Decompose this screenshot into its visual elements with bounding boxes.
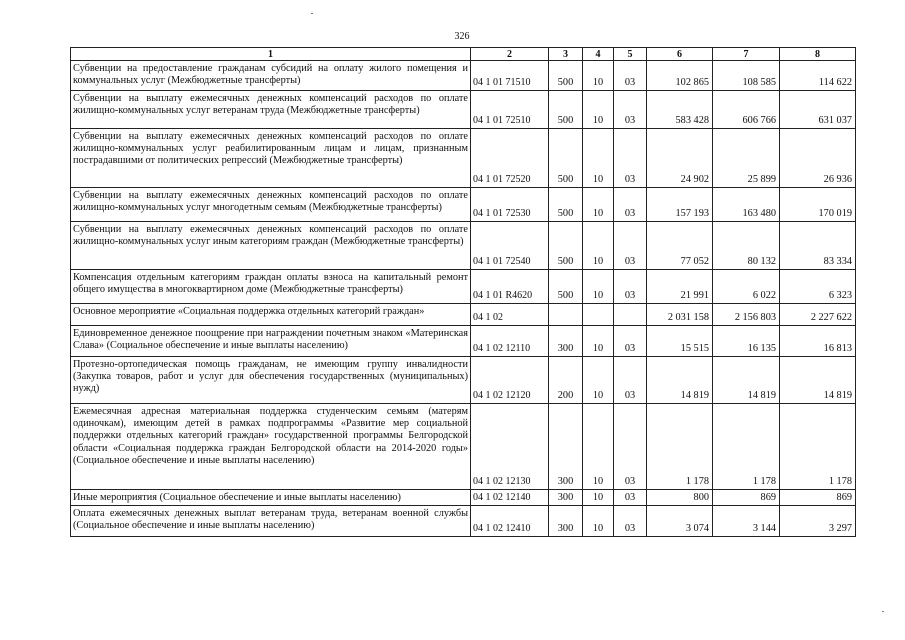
table-row — [71, 490, 856, 506]
target-article-code: 04 1 01 72510 — [471, 91, 549, 129]
expense-type-code: 300 — [549, 326, 583, 357]
row-description: Единовременное денежное поощрение при награждении почетным знаком «Материнская Слава» (Социальное обеспечение и иные выплаты населению) — [71, 326, 471, 357]
amount-column-8: 14 819 — [780, 357, 856, 404]
target-article-code: 04 1 01 R4620 — [471, 270, 549, 304]
row-description: Субвенции на выплату ежемесячных денежных компенсаций расходов по оплате жилищно-коммунальных услуг многодетным семьям (Межбюджетные трансферты) — [71, 188, 471, 222]
column-header: 6 — [647, 48, 713, 61]
amount-column-8: 170 019 — [780, 188, 856, 222]
subsection-code: 03 — [614, 129, 647, 188]
expense-type-code: 300 — [549, 506, 583, 537]
section-code: 10 — [583, 129, 614, 188]
table-header-row — [71, 48, 856, 61]
subsection-code — [614, 304, 647, 326]
expense-type-code: 300 — [549, 404, 583, 490]
amount-column-7: 1 178 — [713, 404, 780, 490]
amount-column-6: 15 515 — [647, 326, 713, 357]
subsection-code: 03 — [614, 188, 647, 222]
amount-column-7: 869 — [713, 490, 780, 506]
amount-column-8: 114 622 — [780, 61, 856, 91]
amount-column-7: 606 766 — [713, 91, 780, 129]
subsection-code: 03 — [614, 91, 647, 129]
column-header: 5 — [614, 48, 647, 61]
column-header: 3 — [549, 48, 583, 61]
target-article-code: 04 1 02 12130 — [471, 404, 549, 490]
expense-type-code: 500 — [549, 129, 583, 188]
target-article-code: 04 1 02 12120 — [471, 357, 549, 404]
amount-column-6: 14 819 — [647, 357, 713, 404]
amount-column-7: 14 819 — [713, 357, 780, 404]
amount-column-7: 163 480 — [713, 188, 780, 222]
table-row — [71, 61, 856, 91]
row-description: Оплата ежемесячных денежных выплат ветеранам труда, ветеранам военной службы (Социальное обеспечение и иные выплаты населению) — [71, 506, 471, 537]
section-code: 10 — [583, 270, 614, 304]
amount-column-7: 16 135 — [713, 326, 780, 357]
amount-column-6: 1 178 — [647, 404, 713, 490]
page-number: 326 — [454, 31, 470, 42]
table-row — [71, 270, 856, 304]
amount-column-6: 2 031 158 — [647, 304, 713, 326]
expense-type-code — [549, 304, 583, 326]
amount-column-6: 77 052 — [647, 222, 713, 270]
section-code: 10 — [583, 188, 614, 222]
subsection-code: 03 — [614, 404, 647, 490]
subsection-code: 03 — [614, 61, 647, 91]
expense-type-code: 500 — [549, 188, 583, 222]
column-header: 7 — [713, 48, 780, 61]
amount-column-7: 25 899 — [713, 129, 780, 188]
table-row — [71, 304, 856, 326]
section-code: 10 — [583, 222, 614, 270]
row-description: Иные мероприятия (Социальное обеспечение и иные выплаты населению) — [71, 490, 471, 506]
table-row — [71, 129, 856, 188]
row-description: Субвенции на выплату ежемесячных денежных компенсаций расходов по оплате жилищно-коммунальных услуг реабилитированным лицам и лицам, признанным пострадавшими от политических репрессий (Межбюджетные трансферты) — [71, 129, 471, 188]
expense-type-code: 300 — [549, 490, 583, 506]
amount-column-7: 2 156 803 — [713, 304, 780, 326]
amount-column-8: 869 — [780, 490, 856, 506]
amount-column-6: 21 991 — [647, 270, 713, 304]
subsection-code: 03 — [614, 357, 647, 404]
target-article-code: 04 1 02 12410 — [471, 506, 549, 537]
target-article-code: 04 1 02 12140 — [471, 490, 549, 506]
scan-speck — [311, 13, 313, 14]
column-header: 2 — [471, 48, 549, 61]
column-header: 8 — [780, 48, 856, 61]
amount-column-6: 3 074 — [647, 506, 713, 537]
amount-column-8: 631 037 — [780, 91, 856, 129]
amount-column-8: 6 323 — [780, 270, 856, 304]
expense-type-code: 500 — [549, 270, 583, 304]
scan-speck — [882, 611, 884, 612]
section-code — [583, 304, 614, 326]
amount-column-8: 3 297 — [780, 506, 856, 537]
amount-column-6: 157 193 — [647, 188, 713, 222]
section-code: 10 — [583, 490, 614, 506]
row-description: Протезно-ортопедическая помощь гражданам, не имеющим группу инвалидности (Закупка товаров, работ и услуг для обеспечения государственных (муниципальных) нужд) — [71, 357, 471, 404]
amount-column-7: 6 022 — [713, 270, 780, 304]
expense-type-code: 500 — [549, 222, 583, 270]
target-article-code: 04 1 01 71510 — [471, 61, 549, 91]
subsection-code: 03 — [614, 326, 647, 357]
row-description: Субвенции на выплату ежемесячных денежных компенсаций расходов по оплате жилищно-коммунальных услуг ветеранам труда (Межбюджетные трансферты) — [71, 91, 471, 129]
section-code: 10 — [583, 357, 614, 404]
amount-column-6: 24 902 — [647, 129, 713, 188]
subsection-code: 03 — [614, 270, 647, 304]
row-description: Ежемесячная адресная материальная поддержка студенческим семьям (матерям одиночкам), имеющим детей в рамках подпрограммы «Развитие мер социальной поддержки отдельных категорий граждан» государственной программы Белгородской области «Социальная поддержка граждан Белгородской области на 2014-2020 годы» (Социальное обеспечение и иные выплаты населению) — [71, 404, 471, 490]
amount-column-6: 800 — [647, 490, 713, 506]
expense-type-code: 200 — [549, 357, 583, 404]
amount-column-7: 80 132 — [713, 222, 780, 270]
amount-column-8: 1 178 — [780, 404, 856, 490]
amount-column-8: 16 813 — [780, 326, 856, 357]
table-row — [71, 91, 856, 129]
amount-column-6: 102 865 — [647, 61, 713, 91]
target-article-code: 04 1 02 — [471, 304, 549, 326]
target-article-code: 04 1 02 12110 — [471, 326, 549, 357]
subsection-code: 03 — [614, 506, 647, 537]
table-row — [71, 357, 856, 404]
amount-column-8: 2 227 622 — [780, 304, 856, 326]
row-description: Компенсация отдельным категориям граждан оплаты взноса на капитальный ремонт общего имущества в многоквартирном доме (Межбюджетные трансферты) — [71, 270, 471, 304]
amount-column-7: 108 585 — [713, 61, 780, 91]
row-description: Субвенции на выплату ежемесячных денежных компенсаций расходов по оплате жилищно-коммунальных услуг иным категориям граждан (Межбюджетные трансферты) — [71, 222, 471, 270]
amount-column-8: 83 334 — [780, 222, 856, 270]
section-code: 10 — [583, 326, 614, 357]
section-code: 10 — [583, 404, 614, 490]
expense-type-code: 500 — [549, 61, 583, 91]
target-article-code: 04 1 01 72530 — [471, 188, 549, 222]
target-article-code: 04 1 01 72520 — [471, 129, 549, 188]
amount-column-7: 3 144 — [713, 506, 780, 537]
table-row — [71, 404, 856, 490]
expense-type-code: 500 — [549, 91, 583, 129]
section-code: 10 — [583, 91, 614, 129]
column-header: 4 — [583, 48, 614, 61]
target-article-code: 04 1 01 72540 — [471, 222, 549, 270]
table-row — [71, 188, 856, 222]
section-code: 10 — [583, 506, 614, 537]
table-row — [71, 222, 856, 270]
table-row — [71, 326, 856, 357]
amount-column-8: 26 936 — [780, 129, 856, 188]
row-description: Субвенции на предоставление гражданам субсидий на оплату жилого помещения и коммунальных услуг (Межбюджетные трансферты) — [71, 61, 471, 91]
subsection-code: 03 — [614, 490, 647, 506]
row-description: Основное мероприятие «Социальная поддержка отдельных категорий граждан» — [71, 304, 471, 326]
budget-table — [70, 47, 856, 537]
subsection-code: 03 — [614, 222, 647, 270]
section-code: 10 — [583, 61, 614, 91]
column-header: 1 — [71, 48, 471, 61]
table-row — [71, 506, 856, 537]
amount-column-6: 583 428 — [647, 91, 713, 129]
